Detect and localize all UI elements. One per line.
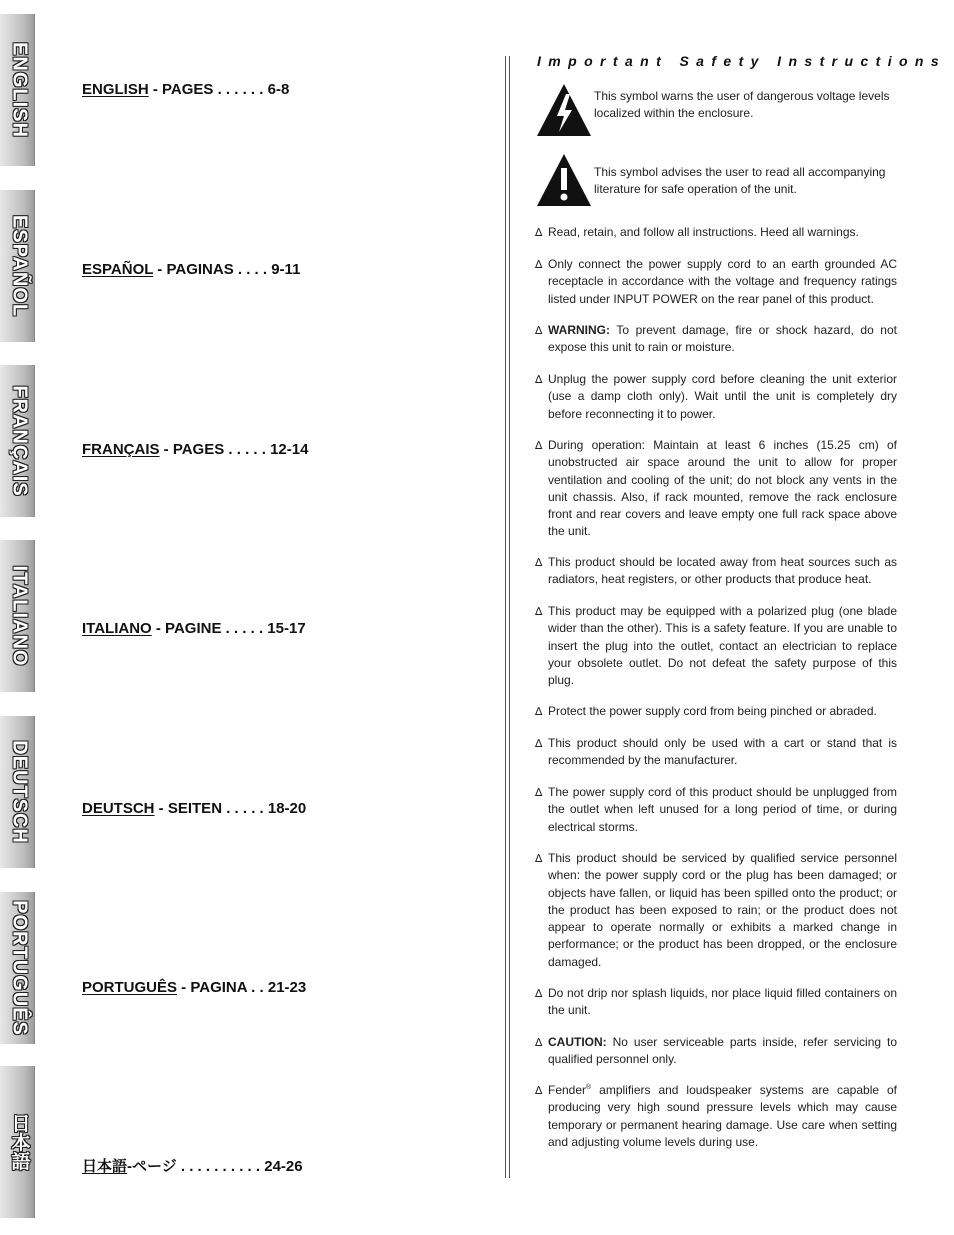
safety-item — [535, 850, 897, 971]
item-text: amplifiers and loudspeaker systems are capable of producing very high sound pressure levels which may cause temporary or permanent hearing damage. Use care when setting and adjusting volume levels during use. — [548, 1083, 897, 1149]
tab-label: ESPAÑOL — [8, 214, 31, 318]
tab-portugues[interactable] — [0, 892, 35, 1044]
page-range: 9-11 — [271, 261, 301, 278]
page-range: 24-26 — [264, 1158, 303, 1175]
index-entry-english[interactable] — [82, 81, 289, 98]
triangle-bullet-icon: ∆ — [535, 556, 543, 569]
tab-japanese[interactable] — [0, 1066, 35, 1218]
tab-label: ITALIANO — [8, 565, 31, 667]
triangle-bullet-icon: ∆ — [535, 373, 543, 386]
safety-item — [535, 1034, 897, 1069]
item-text: Do not drip nor splash liquids, nor place liquid filled containers on the unit. — [548, 986, 897, 1018]
language-name: DEUTSCH — [82, 800, 155, 817]
item-text: To prevent damage, fire or shock hazard, do not expose this unit to rain or moisture. — [548, 323, 897, 355]
tab-deutsch[interactable] — [0, 716, 35, 868]
item-text: Only connect the power supply cord to an earth grounded AC receptacle in accordance with the voltage and frequency ratings listed under INPUT POWER on the rear panel of this product. — [548, 257, 897, 306]
column-divider — [505, 56, 506, 1178]
symbol-row-literature — [535, 152, 897, 210]
exclamation-warning-icon — [535, 152, 593, 208]
tab-italiano[interactable] — [0, 540, 35, 692]
safety-item — [535, 603, 897, 689]
triangle-bullet-icon: ∆ — [535, 852, 543, 865]
tab-label: ENGLISH — [8, 42, 31, 138]
page-leader: - PAGES . . . . . . — [148, 81, 268, 98]
item-text: This product should be located away from heat sources such as radiators, heat registers, or other products that produce heat. — [548, 555, 897, 587]
index-entry-espanol[interactable] — [82, 261, 300, 278]
safety-item — [535, 784, 897, 836]
item-text: During operation: Maintain at least 6 inches (15.25 cm) of unobstructed air space around the unit to allow for proper ventilation and cooling of the unit; do not block any vents in the unit chassis. Also, if rack mounted, remove the rack enclosure front and rear covers and leave empty one full rack space above the unit. — [548, 438, 897, 539]
safety-item — [535, 985, 897, 1020]
safety-item — [535, 256, 897, 308]
item-text: This product should only be used with a cart or stand that is recommended by the manufacturer. — [548, 736, 897, 768]
item-text: Protect the power supply cord from being pinched or abraded. — [548, 704, 877, 718]
triangle-bullet-icon: ∆ — [535, 1084, 543, 1097]
language-name: 日本語 — [82, 1158, 128, 1175]
page-leader: - PAGINA . . — [177, 979, 268, 996]
page-range: 6-8 — [267, 81, 290, 98]
item-text: No user serviceable parts inside, refer servicing to qualified personnel only. — [548, 1035, 897, 1067]
triangle-bullet-icon: ∆ — [535, 786, 543, 799]
caution-label: CAUTION: — [548, 1035, 607, 1049]
triangle-bullet-icon: ∆ — [535, 705, 543, 718]
tab-english[interactable] — [0, 14, 35, 166]
symbol-row-voltage — [535, 82, 897, 140]
triangle-bullet-icon: ∆ — [535, 439, 543, 452]
tab-label: PORTUGUÊS — [8, 900, 31, 1036]
triangle-bullet-icon: ∆ — [535, 258, 543, 271]
language-name: ENGLISH — [82, 81, 149, 98]
item-text: This product should be serviced by qualified service personnel when: the power supply cord or the plug has been damaged; or objects have fallen, or liquid has been spilled onto the product; or the product has been exposed to rain; or the product does not appear to operate normally or exhibits a marked change in performance; or the product has been dropped, or the enclosure damaged. — [548, 851, 897, 969]
index-entry-portugues[interactable] — [82, 979, 306, 996]
item-text: Read, retain, and follow all instructions. Heed all warnings. — [548, 225, 859, 239]
tab-label: FRANÇAIS — [8, 385, 31, 497]
tab-espanol[interactable] — [0, 190, 35, 342]
lightning-warning-icon — [535, 82, 593, 138]
symbol-description: This symbol advises the user to read all accompanying literature for safe operation of the unit. — [594, 165, 886, 196]
index-entry-deutsch[interactable] — [82, 800, 306, 817]
page-range: 18-20 — [267, 800, 307, 817]
tab-label: 日本語 — [8, 1113, 30, 1171]
page-range: 12-14 — [270, 441, 309, 458]
page-leader: -ページ . . . . . . . . . . — [127, 1158, 265, 1175]
index-entry-italiano[interactable] — [82, 620, 306, 637]
page-leader: - PAGES . . . . . — [159, 441, 271, 458]
language-name: PORTUGUÊS — [82, 979, 178, 996]
symbol-description: This symbol warns the user of dangerous voltage levels localized within the enclosure. — [594, 89, 890, 120]
safety-item — [535, 371, 897, 423]
index-entry-francais[interactable] — [82, 441, 308, 458]
triangle-bullet-icon: ∆ — [535, 226, 543, 239]
page-leader: - PAGINAS . . . . — [153, 261, 272, 278]
item-text: The power supply cord of this product should be unplugged from the outlet when left unused for a long period of time, or during electrical storms. — [548, 785, 897, 834]
language-name: ESPAÑOL — [82, 261, 154, 278]
column-divider — [509, 56, 510, 1178]
triangle-bullet-icon: ∆ — [535, 737, 543, 750]
safety-title: Important Safety Instructions — [537, 53, 947, 69]
safety-item — [535, 322, 897, 357]
safety-item — [535, 735, 897, 770]
registered-mark: ® — [586, 1084, 592, 1091]
language-name: ITALIANO — [82, 620, 152, 637]
safety-item — [535, 703, 897, 720]
item-text: Unplug the power supply cord before cleaning the unit exterior (use a damp cloth only). Wait until the unit is completely dry before reconnecting it to power. — [548, 372, 897, 421]
triangle-bullet-icon: ∆ — [535, 1036, 543, 1049]
triangle-bullet-icon: ∆ — [535, 324, 543, 337]
page-range: 21-23 — [267, 979, 307, 996]
index-entry-japanese[interactable] — [82, 1155, 303, 1176]
triangle-bullet-icon: ∆ — [535, 605, 543, 618]
brand-name: Fender — [548, 1083, 587, 1097]
language-name: FRANÇAIS — [82, 441, 160, 458]
tab-francais[interactable] — [0, 365, 35, 517]
safety-item — [535, 437, 897, 541]
warning-label: WARNING: — [548, 323, 610, 337]
safety-item — [535, 1082, 897, 1151]
triangle-bullet-icon: ∆ — [535, 987, 543, 1000]
tab-label: DEUTSCH — [8, 740, 31, 844]
item-text: This product may be equipped with a polarized plug (one blade wider than the other). This is a safety feature. If you are unable to insert the plug into the outlet, contact an electrician to replace your obsolete outlet. Do not defeat the safety purpose of this plug. — [548, 604, 897, 688]
page-leader: - SEITEN . . . . . — [154, 800, 268, 817]
safety-item — [535, 554, 897, 589]
page-leader: - PAGINE . . . . . — [151, 620, 268, 637]
safety-item — [535, 224, 897, 241]
page-range: 15-17 — [267, 620, 306, 637]
